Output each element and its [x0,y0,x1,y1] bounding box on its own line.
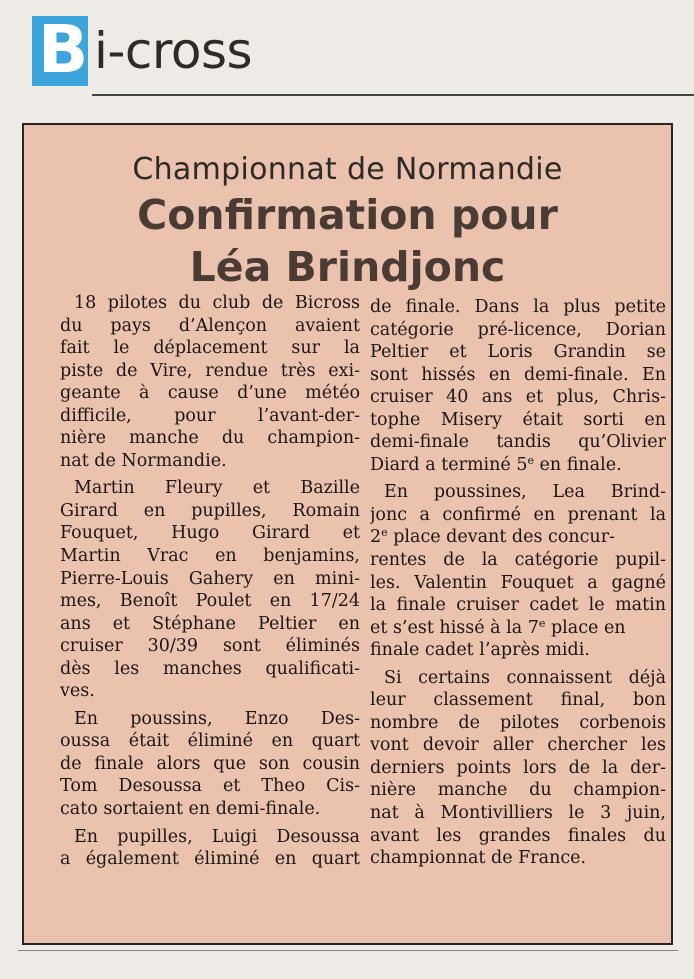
text-line: nat de Normandie. [60,450,227,471]
text-line: nombre de pilotes corbenois [370,712,666,733]
text-fragment: et s’est hissé à la 7 [370,617,539,638]
text-fragment: Diard a terminé 5 [370,454,528,475]
text-line: a également éliminé en quart [60,849,360,870]
text-line: vont devoir aller chercher les [370,735,666,756]
text-line: demi-finale tandis qu’Olivier [370,432,666,453]
text-line: 18 pilotes du club de Bicross [74,293,360,313]
text-line: Peltier et Loris Grandin se [370,342,666,363]
ordinal-suffix: e [538,616,546,630]
text-line: En pupilles, Luigi Desoussa [74,826,360,847]
text-line: nière manche du champion- [370,780,666,801]
text-fragment: place devant des concur- [387,527,615,548]
section-title: i-cross [94,22,253,80]
left-column [60,292,360,871]
ordinal-suffix: e [527,453,534,467]
text-line: En poussines, Lea Brind- [384,482,666,503]
text-line: ves. [60,681,95,702]
text-fragment: 2 [370,527,382,548]
section-header [32,11,672,94]
right-column [370,296,666,870]
text-line: dès les manches qualificati- [60,658,360,679]
text-line [370,526,666,549]
text-line: rentes de la catégorie pupil- [370,550,666,571]
text-line [370,617,666,640]
text-line: nat à Montivilliers le 3 juin, [370,803,666,824]
article-kicker: Championnat de Normandie [132,152,563,187]
ordinal-suffix: e [381,526,388,540]
text-line: finale cadet l’après midi. [370,640,590,661]
text-line: leur classement final, bon [370,690,666,711]
text-fragment: place en [545,617,626,638]
text-line: Girard en pupilles, Romain [60,500,360,521]
text-line: jonc a confirmé en prenant la [370,504,666,525]
header-rule [92,94,694,96]
text-line: les. Valentin Fouquet a gagné [370,572,666,593]
text-line: Pierre-Louis Gahery en mini- [60,568,360,589]
article-headline [24,189,671,293]
text-line: Fouquet, Hugo Girard et [60,523,360,544]
text-line: ans et Stéphane Peltier en [60,613,360,634]
text-line: tophe Misery était sorti en [370,409,666,430]
text-line: cato sortaient en demi-finale. [60,799,321,820]
text-line: sont hissés en demi-finale. En [370,364,666,385]
text-line: avant les grandes finales du [370,825,666,846]
text-line: Tom Desoussa et Theo Cis- [60,776,360,797]
text-line: la finale cruiser cadet le matin [370,595,666,616]
text-line: piste de Vire, rendue très exi- [60,360,360,381]
text-line: catégorie pré-licence, Dorian [370,319,666,340]
text-line: Martin Fleury et Bazille [74,478,360,499]
text-line: de finale alors que son cousin [60,753,360,774]
section-logo-letter: B [38,11,89,88]
footer-rule [18,950,678,951]
text-line: cruiser 30/39 sont éliminés [60,636,360,657]
text-line: Martin Vrac en benjamins, [60,546,360,567]
text-line: mes, Benoît Poulet en 17/24 [60,591,360,612]
headline-line: Léa Brindjonc [189,243,506,291]
text-line: difficile, pour l’avant-der- [60,405,360,426]
article-box [22,123,673,945]
text-line: oussa était éliminé en quart [60,731,360,752]
text-line: Si certains connaissent déjà [384,667,666,688]
text-fragment: en finale. [533,454,622,475]
text-line: du pays d’Alençon avaient [60,315,360,336]
text-line [370,454,666,477]
text-line: fait le déplacement sur la [60,338,360,359]
headline-line: Confirmation pour [137,191,558,239]
text-line: derniers points lors de la der- [370,757,666,778]
text-line: nière manche du champion- [60,428,360,449]
text-line: championnat de France. [370,848,587,869]
text-line: cruiser 40 ans et plus, Chris- [370,387,666,408]
text-line: En poussins, Enzo Des- [74,708,360,729]
text-line: geante à cause d’une météo [60,383,360,404]
text-line: de finale. Dans la plus petite [370,297,666,317]
